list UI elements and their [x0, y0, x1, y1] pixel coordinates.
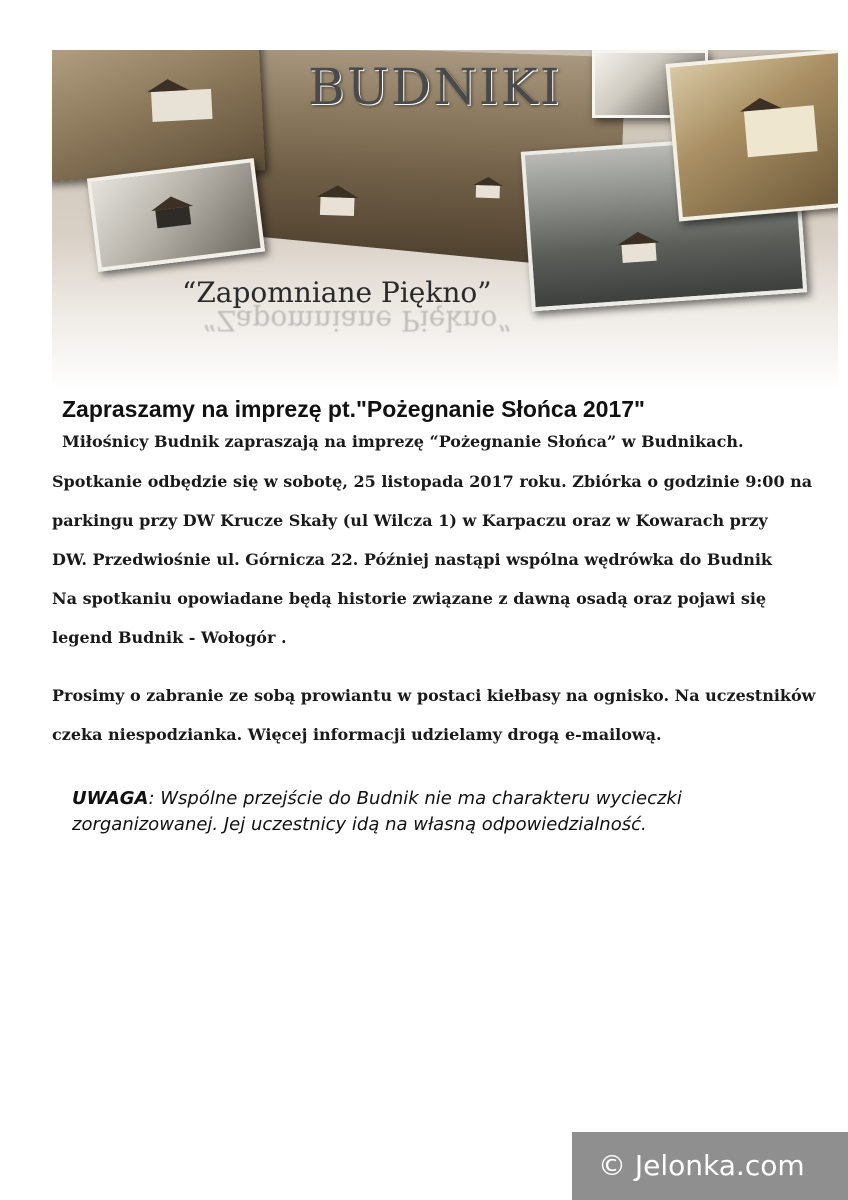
body-line: legend Budnik - Wołogór . [52, 628, 287, 647]
notice-text: : Wspólne przejście do Budnik nie ma charakteru wycieczki zorganizowanej. Jej uczestnicy idą na własną odpowiedzialność. [72, 788, 682, 835]
body-line: Na spotkaniu opowiadane będą historie związane z dawną osadą oraz pojawi się [52, 589, 767, 608]
banner-collage [52, 50, 838, 390]
house-icon [320, 197, 355, 216]
page-title: Zapraszamy na imprezę pt."Pożegnanie Słońca 2017" [62, 396, 645, 422]
banner-title: BUDNIKI [308, 58, 562, 116]
lead-paragraph: Miłośnicy Budnik zapraszają na imprezę “Pożegnanie Słońca” w Budnikach. [62, 432, 744, 451]
villa-photo [665, 50, 838, 221]
house-icon [744, 105, 818, 157]
winter-cottage-photo [87, 158, 265, 272]
banner-subtitle: “Zapomniane Piękno” [182, 276, 492, 309]
body-line: parkingu przy DW Krucze Skały (ul Wilcza 1) w Karpaczu oraz w Kowarach przy [52, 511, 768, 530]
house-icon [622, 243, 657, 263]
banner-subtitle-reflection: “Zapomniane Piękno” [202, 304, 512, 337]
watermark: © Jelonka.com [572, 1132, 848, 1200]
body-line: Spotkanie odbędzie się w sobotę, 25 listopada 2017 roku. Zbiórka o godzinie 9:00 na [52, 472, 813, 491]
house-icon [476, 185, 500, 198]
request-line: czeka niespodzianka. Więcej informacji udzielamy drogą e-mailową. [52, 725, 662, 744]
body-line: DW. Przedwiośnie ul. Górnicza 22. Później nastąpi wspólna wędrówka do Budnik [52, 550, 773, 569]
house-icon [155, 206, 191, 228]
request-line: Prosimy o zabranie ze sobą prowiantu w postaci kiełbasy na ognisko. Na uczestników [52, 686, 816, 705]
house-icon [151, 89, 212, 122]
notice-box [72, 786, 792, 838]
notice-label: UWAGA [72, 788, 149, 809]
